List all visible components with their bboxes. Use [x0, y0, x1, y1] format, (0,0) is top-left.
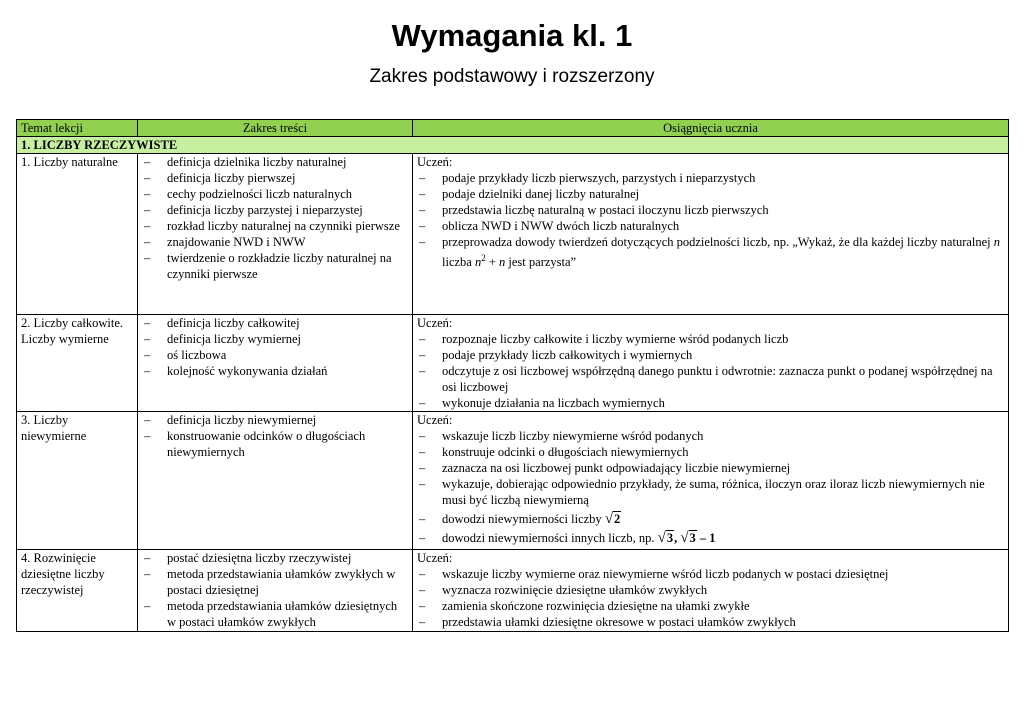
- section-title: 1. LICZBY RZECZYWISTE: [17, 137, 1009, 154]
- section-row: [17, 137, 1009, 154]
- list-item: – zaznacza na osi liczbowej punkt odpowiadający liczbie niewymiernej: [417, 460, 1004, 476]
- list-item: – zamienia skończone rozwinięcia dziesiętne na ułamki zwykłe: [417, 598, 1004, 614]
- list-item: – konstruowanie odcinków o długościach niewymiernych: [142, 428, 408, 460]
- math-var: n: [499, 255, 506, 270]
- header-topic: Temat lekcji: [17, 120, 138, 137]
- separator: ,: [674, 531, 681, 545]
- list-item: – wykonuje działania na liczbach wymiernych: [417, 395, 1004, 411]
- text: przeprowadza dowody twierdzeń dotyczących podzielności liczb, np. „Wykaż, że dla każdej liczby naturalnej: [442, 235, 994, 249]
- scope-list: [142, 315, 408, 379]
- list-item: – wskazuje liczb liczby niewymierne wśród podanych: [417, 428, 1004, 444]
- list-item: – podaje przykłady liczb pierwszych, parzystych i nieparzystych: [417, 170, 1004, 186]
- outcomes-cell: [413, 412, 1009, 550]
- list-item: – przedstawia ułamki dziesiętne okresowe w postaci ułamków zwykłych: [417, 614, 1004, 630]
- header-scope: Zakres treści: [138, 120, 413, 137]
- scope-cell: [138, 412, 413, 550]
- scope-list: [142, 154, 408, 282]
- sqrt-sign-icon: √: [657, 530, 666, 546]
- table-row: [17, 154, 1009, 315]
- header-outcomes: Osiągnięcia ucznia: [413, 120, 1009, 137]
- list-item: – kolejność wykonywania działań: [142, 363, 408, 379]
- requirements-table: [16, 119, 1009, 632]
- list-item: – wykazuje, dobierając odpowiednio przykłady, że suma, różnica, iloczyn oraz iloraz liczb niewymiernych nie musi być liczbą niewymierną: [417, 476, 1004, 508]
- list-item: – definicja liczby całkowitej: [142, 315, 408, 331]
- scope-cell: [138, 154, 413, 315]
- scope-cell: [138, 315, 413, 412]
- text: – 1: [696, 531, 716, 545]
- list-item: – cechy podzielności liczb naturalnych: [142, 186, 408, 202]
- outcomes-list: [417, 331, 1004, 411]
- topic-cell: 1. Liczby naturalne: [17, 154, 138, 315]
- list-item: – definicja liczby wymiernej: [142, 331, 408, 347]
- table-row: [17, 550, 1009, 632]
- scope-list: [142, 412, 408, 460]
- math-exponent: 2: [481, 253, 486, 263]
- sqrt-expression: [658, 531, 716, 545]
- list-item: – podaje przykłady liczb całkowitych i wymiernych: [417, 347, 1004, 363]
- outcomes-list: [417, 428, 1004, 546]
- student-label: Uczeń:: [417, 155, 453, 169]
- outcomes-list: [417, 170, 1004, 270]
- list-item: – oblicza NWD i NWW dwóch liczb naturalnych: [417, 218, 1004, 234]
- page-title: Wymagania kl. 1: [391, 18, 633, 53]
- list-item: [417, 234, 1004, 270]
- student-label: Uczeń:: [417, 413, 453, 427]
- student-label: Uczeń:: [417, 551, 453, 565]
- math-var: n: [474, 255, 482, 270]
- list-item: – definicja liczby niewymiernej: [142, 412, 408, 428]
- list-item: – wyznacza rozwinięcie dziesiętne ułamków zwykłych: [417, 582, 1004, 598]
- text: jest parzysta”: [505, 255, 577, 270]
- table-header-row: [17, 120, 1009, 137]
- topic-cell: 3. Liczby niewymierne: [17, 412, 138, 550]
- list-item: – znajdowanie NWD i NWW: [142, 234, 408, 250]
- list-item: – konstruuje odcinki o długościach niewymiernych: [417, 444, 1004, 460]
- list-item: – oś liczbowa: [142, 347, 408, 363]
- list-item: – rozkład liczby naturalnej na czynniki pierwsze: [142, 218, 408, 234]
- text: dowodzi niewymierności liczby: [442, 512, 605, 526]
- table-row: [17, 412, 1009, 550]
- sqrt-sign-icon: √: [680, 530, 689, 546]
- list-item: – podaje dzielniki danej liczby naturalnej: [417, 186, 1004, 202]
- list-item: – definicja dzielnika liczby naturalnej: [142, 154, 408, 170]
- page-subtitle: Zakres podstawowy i rozszerzony: [369, 66, 655, 87]
- outcomes-cell: [413, 550, 1009, 632]
- list-item: – metoda przedstawiania ułamków zwykłych w postaci dziesiętnej: [142, 566, 408, 598]
- topic-cell: 2. Liczby całkowite. Liczby wymierne: [17, 315, 138, 412]
- list-item: [417, 511, 1004, 527]
- topic-cell: 4. Rozwinięcie dziesiętne liczby rzeczywistej: [17, 550, 138, 632]
- table-row: [17, 315, 1009, 412]
- sqrt-value: 3: [666, 531, 674, 545]
- student-label: Uczeń:: [417, 316, 453, 330]
- sqrt-value: 3: [689, 531, 696, 545]
- sqrt-expression: [605, 512, 621, 526]
- list-item: – definicja liczby pierwszej: [142, 170, 408, 186]
- text: dowodzi niewymierności innych liczb, np.: [442, 531, 658, 545]
- list-item: – wskazuje liczby wymierne oraz niewymierne wśród liczb podanych w postaci dziesiętnej: [417, 566, 1004, 582]
- list-item: – odczytuje z osi liczbowej współrzędną danego punktu i odwrotnie: zaznacza punkt o podanej współrzędnej na osi liczbowej: [417, 363, 1004, 395]
- list-item: – postać dziesiętna liczby rzeczywistej: [142, 550, 408, 566]
- list-item: – przedstawia liczbę naturalną w postaci iloczynu liczb pierwszych: [417, 202, 1004, 218]
- sqrt-sign-icon: √: [604, 511, 614, 527]
- sqrt-value: 2: [614, 512, 621, 526]
- list-item: – metoda przedstawiania ułamków dziesiętnych w postaci ułamków zwykłych: [142, 598, 408, 630]
- list-item: – twierdzenie o rozkładzie liczby naturalnej na czynniki pierwsze: [142, 250, 408, 282]
- list-item: [417, 530, 1004, 546]
- scope-list: [142, 550, 408, 630]
- text: +: [485, 255, 500, 270]
- outcomes-cell: [413, 315, 1009, 412]
- outcomes-cell: [413, 154, 1009, 315]
- math-var: n: [993, 235, 1001, 249]
- text: liczba: [442, 255, 475, 270]
- list-item: – rozpoznaje liczby całkowite i liczby wymierne wśród podanych liczb: [417, 331, 1004, 347]
- outcomes-list: [417, 566, 1004, 630]
- list-item: – definicja liczby parzystej i nieparzystej: [142, 202, 408, 218]
- scope-cell: [138, 550, 413, 632]
